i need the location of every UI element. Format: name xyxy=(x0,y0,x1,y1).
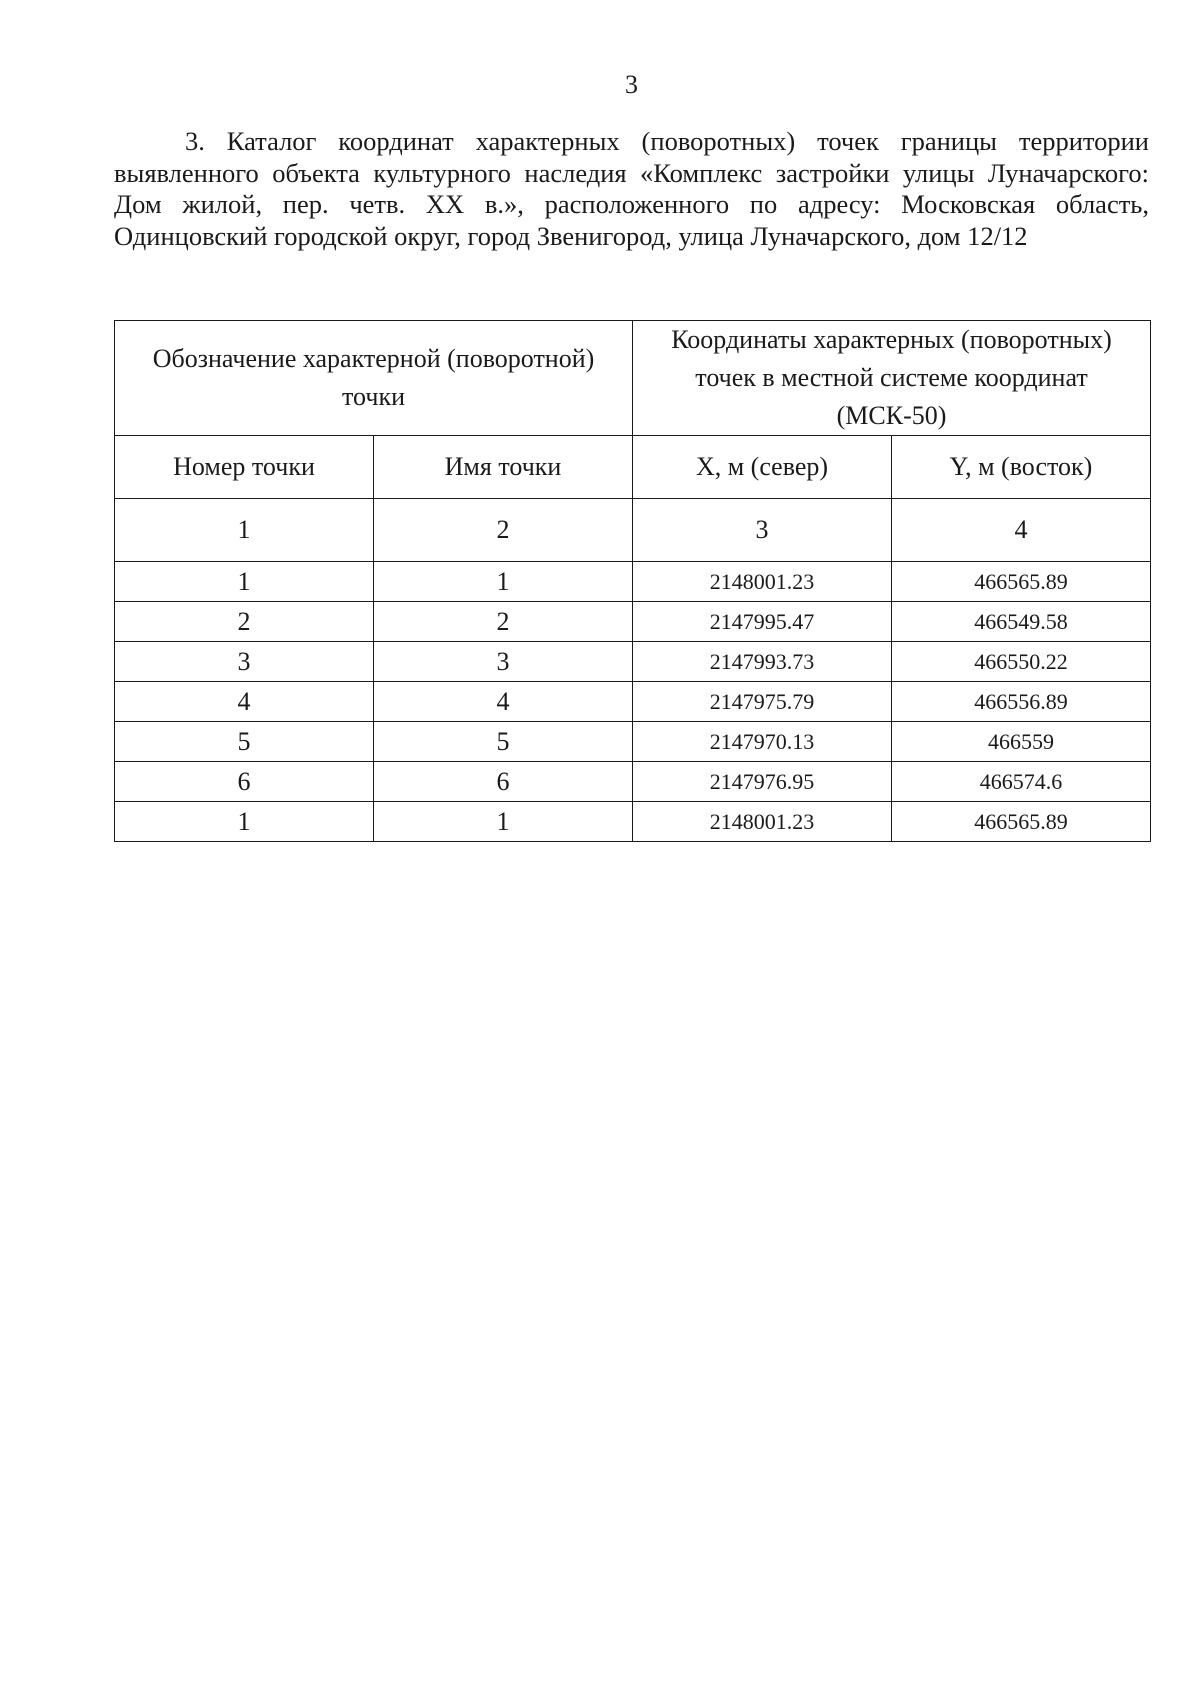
point-number: 3 xyxy=(115,642,374,682)
column-number: 1 xyxy=(115,499,374,562)
x-coordinate: 2147993.73 xyxy=(633,642,892,682)
point-number: 6 xyxy=(115,762,374,802)
point-number: 4 xyxy=(115,682,374,722)
column-header-x: X, м (север) xyxy=(633,436,892,499)
point-name: 6 xyxy=(374,762,633,802)
point-number: 1 xyxy=(115,802,374,842)
y-coordinate: 466565.89 xyxy=(892,562,1151,602)
y-coordinate: 466556.89 xyxy=(892,682,1151,722)
intro-paragraph: 3. Каталог координат характерных (поворотных) точек границы территории выявленного объекта культурного наследия «Комплекс застройки улицы Луначарского: Дом жилой, пер. четв. XX в.», расположенного по адресу: Московская область, Одинцовский городской округ, город Звенигород, улица Луначарского, дом 12/12 xyxy=(114,126,1149,251)
table-row xyxy=(115,602,1151,642)
table-row xyxy=(115,642,1151,682)
y-coordinate: 466550.22 xyxy=(892,642,1151,682)
column-header-y: Y, м (восток) xyxy=(892,436,1151,499)
coordinates-table xyxy=(114,320,1151,842)
x-coordinate: 2148001.23 xyxy=(633,802,892,842)
table-header-row xyxy=(115,321,1151,436)
x-coordinate: 2148001.23 xyxy=(633,562,892,602)
y-coordinate: 466574.6 xyxy=(892,762,1151,802)
table-row xyxy=(115,762,1151,802)
point-number: 5 xyxy=(115,722,374,762)
header-coordinates: Координаты характерных (поворотных) точек в местной системе координат (МСК-50) xyxy=(633,321,1151,436)
table-row xyxy=(115,682,1151,722)
column-header-point-name: Имя точки xyxy=(374,436,633,499)
y-coordinate: 466565.89 xyxy=(892,802,1151,842)
column-header-point-number: Номер точки xyxy=(115,436,374,499)
x-coordinate: 2147995.47 xyxy=(633,602,892,642)
column-number: 2 xyxy=(374,499,633,562)
header-point-designation: Обозначение характерной (поворотной) точки xyxy=(115,321,633,436)
point-name: 1 xyxy=(374,802,633,842)
point-name: 2 xyxy=(374,602,633,642)
point-name: 5 xyxy=(374,722,633,762)
table-row xyxy=(115,802,1151,842)
page-number: 3 xyxy=(625,70,638,99)
x-coordinate: 2147970.13 xyxy=(633,722,892,762)
table-row xyxy=(115,722,1151,762)
y-coordinate: 466549.58 xyxy=(892,602,1151,642)
point-name: 3 xyxy=(374,642,633,682)
x-coordinate: 2147975.79 xyxy=(633,682,892,722)
point-name: 1 xyxy=(374,562,633,602)
column-number: 3 xyxy=(633,499,892,562)
table-row xyxy=(115,562,1151,602)
column-number-row xyxy=(115,499,1151,562)
point-number: 2 xyxy=(115,602,374,642)
column-number: 4 xyxy=(892,499,1151,562)
x-coordinate: 2147976.95 xyxy=(633,762,892,802)
point-name: 4 xyxy=(374,682,633,722)
table-subheader-row xyxy=(115,436,1151,499)
y-coordinate: 466559 xyxy=(892,722,1151,762)
point-number: 1 xyxy=(115,562,374,602)
